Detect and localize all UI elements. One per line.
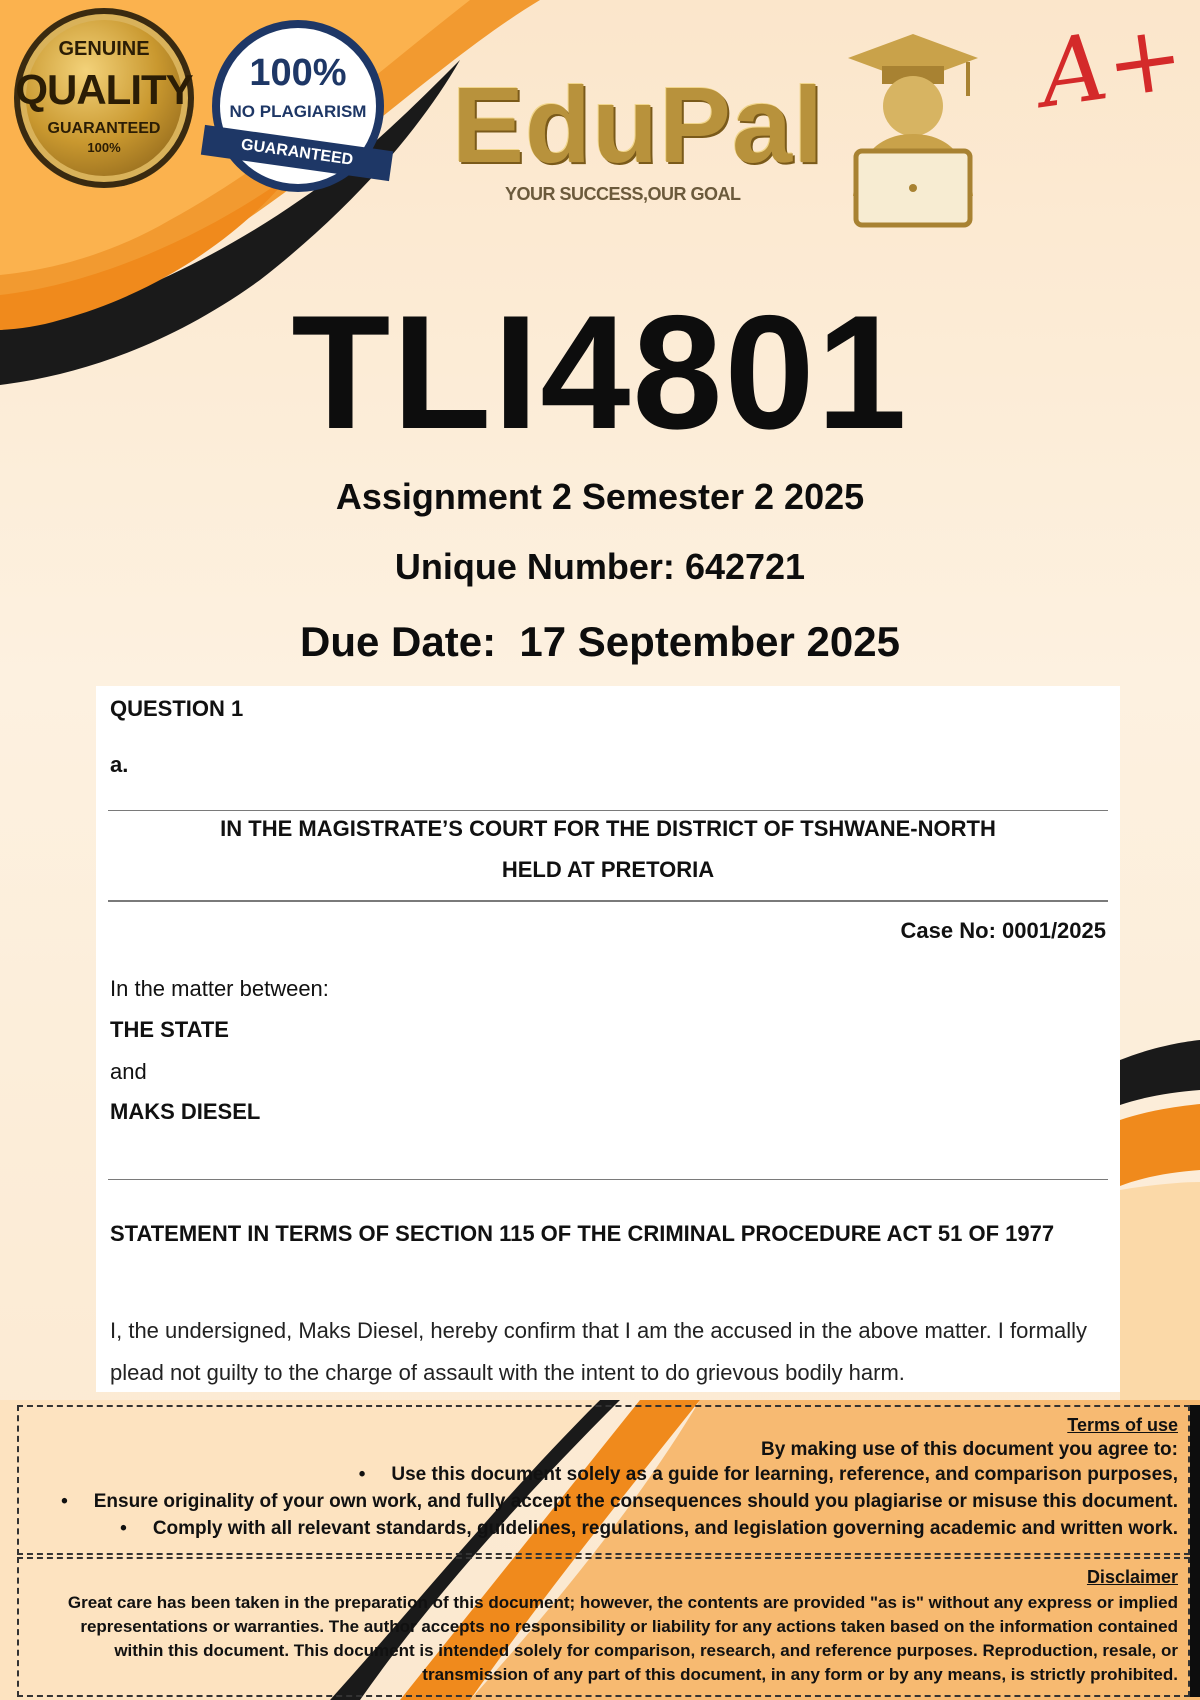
question-heading: QUESTION 1 xyxy=(110,696,244,721)
question-part-label: a. xyxy=(110,752,129,777)
unique-number-line xyxy=(0,546,1200,588)
quality-badge-line1: GENUINE xyxy=(58,38,150,60)
matter-between-label: In the matter between: xyxy=(110,976,329,1001)
terms-title: Terms of use xyxy=(1067,1415,1178,1435)
party-state: THE STATE xyxy=(110,1017,229,1042)
due-date-label: Due Date: xyxy=(300,618,497,665)
divider xyxy=(108,1179,1108,1180)
unique-number-label: Unique Number: xyxy=(394,546,675,587)
terms-item: • Use this document solely as a guide for learning, reference, and comparison purposes, xyxy=(358,1464,1178,1485)
assignment-title: Assignment 2 Semester 2 2025 xyxy=(335,476,865,517)
terms-item: • Ensure originality of your own work, and fully accept the consequences should you plagiarise or misuse this document. xyxy=(61,1491,1178,1512)
document-preview xyxy=(96,686,1120,1392)
no-plagiarism-badge xyxy=(212,20,384,192)
disclaimer-title: Disclaimer xyxy=(1086,1567,1178,1587)
disclaimer-box xyxy=(17,1557,1190,1697)
terms-item: • Comply with all relevant standards, guidelines, regulations, and legislation governing academic and written work. xyxy=(120,1518,1178,1539)
terms-of-use-box xyxy=(17,1405,1190,1555)
quality-badge-line3: GUARANTEED xyxy=(47,120,161,137)
brand-logo-text: EduPal xyxy=(452,64,825,185)
plagiarism-badge-text: NO PLAGIARISM xyxy=(229,102,367,121)
party-accused: MAKS DIESEL xyxy=(110,1099,261,1124)
statement-paragraph: I, the undersigned, Maks Diesel, hereby confirm that I am the accused in the above matter. I formally plead not guilty to the charge of assault with the intent to do grievous bodily harm. xyxy=(110,1318,1088,1385)
quality-badge-line2: QUALITY xyxy=(15,66,193,113)
grade-mark: A+ xyxy=(1033,2,1191,129)
decorative-edge-bar xyxy=(1190,1405,1200,1697)
due-date-line xyxy=(0,618,1200,666)
court-heading-line1: IN THE MAGISTRATE’S COURT FOR THE DISTRICT OF TSHWANE-NORTH xyxy=(220,816,996,841)
brand-tagline: YOUR SUCCESS,OUR GOAL xyxy=(505,184,741,204)
due-date-value: 17 September 2025 xyxy=(519,618,900,665)
case-number: Case No: 0001/2025 xyxy=(900,918,1106,943)
unique-number-value: 642721 xyxy=(684,546,806,587)
quality-badge-line4: 100% xyxy=(87,140,121,155)
quality-badge xyxy=(14,8,194,188)
divider xyxy=(108,810,1108,811)
graduate-laptop-icon xyxy=(838,26,988,236)
court-heading-line2: HELD AT PRETORIA xyxy=(501,857,715,882)
and-label: and xyxy=(110,1059,147,1084)
terms-intro: By making use of this document you agree to: xyxy=(760,1439,1178,1460)
plagiarism-badge-ribbon: GUARANTEED xyxy=(201,125,393,181)
disclaimer-text: Great care has been taken in the preparation of this document; however, the contents are provided "as is" without any express or implied representations or warranties. The author accepts no responsibility or liability for any actions taken based on the information contained within this document. This document is intended solely for comparison, research, and reference purposes. Reproduction, resale, or transmission of any part of this document, in any form or by any means, is strictly prohibited. xyxy=(67,1593,1178,1684)
course-code-title: TLI4801 xyxy=(291,282,909,463)
statement-heading: STATEMENT IN TERMS OF SECTION 115 OF THE CRIMINAL PROCEDURE ACT 51 OF 1977 xyxy=(110,1221,1055,1246)
divider xyxy=(108,900,1108,902)
plagiarism-badge-percent: 100% xyxy=(249,52,347,94)
